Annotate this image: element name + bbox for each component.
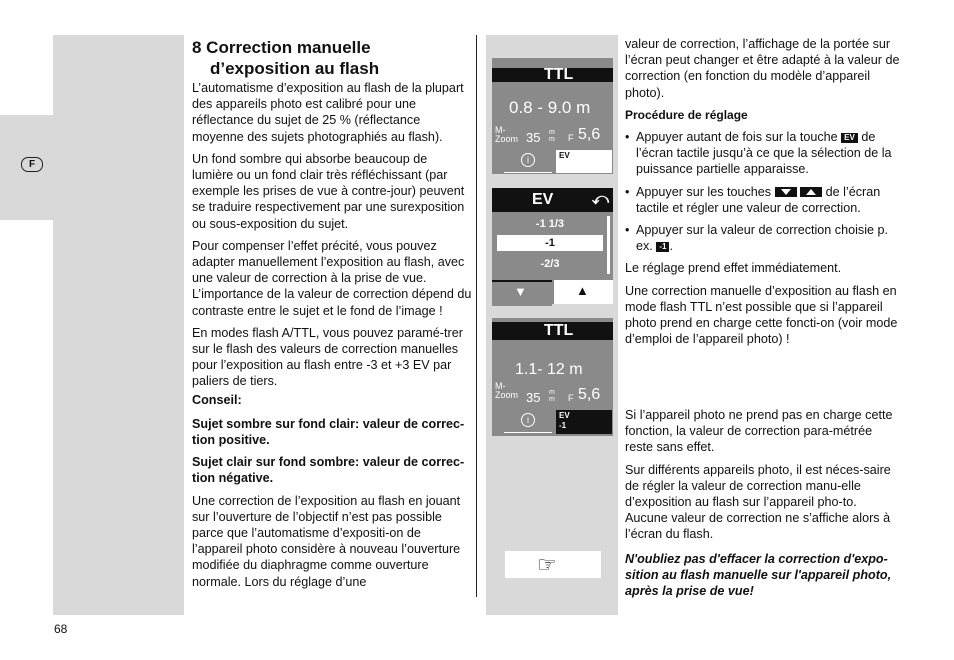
heading-line-1: 8 Correction manuelle	[192, 38, 371, 57]
procedure-step	[625, 222, 900, 254]
flash-screen-ttl-1	[492, 58, 613, 174]
procedure-heading: Procédure de réglage	[625, 107, 748, 122]
paragraph: Si l’appareil photo ne prend pas en charge cette fonction, la valeur de correction para-métrée reste sans effet.	[625, 408, 893, 455]
back-icon[interactable]: ⤺	[591, 191, 609, 208]
page-number: 68	[54, 622, 68, 636]
ev-button-label: EV	[559, 151, 570, 160]
step-text: de l’écran tactile jusqu’à ce que la sélection de la puissance partielle apparaisse.	[636, 130, 892, 177]
paragraph: Sur différents appareils photo, il est néces-saire de régler la valeur de correction manu-elle d’exposition au flash sur l’appareil pho-to. Aucune valeur de correction ne s’affiche alors à l’écran du flash.	[625, 462, 891, 542]
mode-bar	[492, 188, 613, 212]
down-button[interactable]	[492, 280, 552, 306]
language-badge: F	[21, 157, 43, 172]
step-text: de l’écran tactile et régler une valeur de correction.	[636, 184, 881, 215]
flash-screen-ev	[492, 188, 613, 304]
zoom-value: 35	[526, 390, 541, 405]
zoom-label	[495, 126, 518, 144]
left-sidebar	[53, 35, 184, 615]
heading-line-2: d’exposition au flash	[210, 59, 380, 78]
procedure-step	[625, 184, 900, 216]
down-key-icon	[775, 187, 797, 197]
zoom-label-1: M-	[495, 125, 506, 135]
step-text: Appuyer sur la valeur de correction choisie p. ex.	[636, 223, 889, 254]
info-button[interactable]	[504, 412, 552, 433]
value-key-icon: -1	[656, 242, 669, 252]
aperture-value: 5,6	[578, 126, 601, 143]
unit-m2: m	[549, 396, 555, 403]
mode-bar: TTL	[492, 68, 613, 82]
paragraph: L’automatisme d’exposition au flash de la plupart des appareils photo est calibré pour une réflectance du sujet de 25 % (réflectance moyenne des sujets photographiés au flash).	[192, 81, 464, 144]
ev-option[interactable]: -2/3	[540, 258, 560, 270]
ev-button-value: -1	[559, 421, 567, 430]
down-arrow-icon: ▼	[514, 284, 527, 299]
procedure-step	[625, 129, 900, 178]
unit-m1: m	[549, 389, 555, 396]
right-column-top	[625, 36, 900, 353]
procedure-list	[625, 129, 900, 254]
info-icon: i	[521, 413, 535, 427]
up-button[interactable]	[554, 280, 613, 304]
warning-note: N'oubliez pas d'effacer la correction d'expo-sition au flash manuelle sur l'appareil photo, après la prise de vue!	[625, 552, 892, 599]
paragraph: Pour compenser l’effet précité, vous pouvez adapter manuellement l’exposition au flash, avec une valeur de correction à la prise de vue. L’importance de la valeur de correction dépend du contraste entre le sujet et le fond de l’image !	[192, 238, 472, 318]
paragraph: Le réglage prend effet immédiatement.	[625, 261, 842, 276]
aperture-value: 5,6	[578, 386, 601, 403]
zoom-unit	[549, 389, 555, 403]
unit-m1: m	[549, 129, 555, 136]
up-arrow-icon: ▲	[576, 283, 589, 298]
section-heading	[192, 37, 472, 79]
tip-item: Sujet clair sur fond sombre: valeur de correc-tion négative.	[192, 455, 465, 486]
right-column-bottom	[625, 407, 900, 549]
unit-m2: m	[549, 136, 555, 143]
info-button[interactable]	[504, 152, 552, 173]
ev-key-icon: EV	[841, 133, 858, 143]
ev-button-label: EV	[559, 411, 570, 420]
up-key-icon	[800, 187, 822, 197]
f-label: F	[568, 133, 574, 143]
note-hand-box	[505, 551, 601, 578]
paragraph: valeur de correction, l’affichage de la portée sur l’écran peut changer et être adapté à la valeur de correction (en fonction du modèle d’appareil photo).	[625, 37, 900, 100]
zoom-label-2: Zoom	[495, 134, 519, 144]
flash-screen-ttl-2	[492, 318, 613, 436]
step-text: .	[669, 239, 673, 254]
column-divider	[476, 35, 477, 597]
zoom-label-1: M-	[495, 381, 506, 391]
paragraph: Une correction de l’exposition au flash en jouant sur l’ouverture de l’objectif n’est pas possible parce que l’automatisme d’expositi-on de l’appareil photo considère à nouveau l’ouverture modifiée du diaphragme comme ouverture normale. Lors du réglage d’une	[192, 493, 461, 589]
zoom-label-2: Zoom	[495, 390, 519, 400]
paragraph: En modes flash A/TTL, vous pouvez paramé-trer sur le flash des valeurs de correction manuelles pour l’exposition au flash entre -3 et +3 EV par paliers de tiers.	[192, 325, 463, 389]
ev-option-selected[interactable]: -1	[497, 235, 603, 251]
ev-option[interactable]: -1 1/3	[535, 218, 565, 230]
left-column	[192, 80, 472, 596]
zoom-value: 35	[526, 130, 541, 145]
ev-button[interactable]	[556, 410, 612, 434]
step-text: Appuyer sur les touches	[636, 184, 772, 199]
range-readout: 1.1- 12 m	[515, 361, 583, 378]
pointing-hand-icon: ☞	[537, 552, 557, 577]
step-text: Appuyer autant de fois sur la touche	[636, 130, 838, 145]
range-readout: 0.8 - 9.0 m	[509, 98, 591, 117]
info-icon: i	[521, 153, 535, 167]
zoom-label	[495, 382, 518, 400]
mode-bar: TTL	[492, 322, 613, 340]
tip-heading: Conseil:	[192, 392, 242, 407]
ev-button[interactable]	[556, 150, 612, 173]
paragraph: Un fond sombre qui absorbe beaucoup de lumière ou un fond clair très réfléchissant (par exemple les prises de vue à contre-jour) peuvent se traduire respectivement par une surexposition ou sous-exposition du sujet.	[192, 151, 465, 231]
ev-title: EV	[532, 191, 554, 208]
tip-item: Sujet sombre sur fond clair: valeur de correc-tion positive.	[192, 416, 465, 448]
paragraph: Une correction manuelle d’exposition au flash en mode flash TTL n’est possible que si l’appareil photo prend en charge cette foncti-on (voir mode d’emploi de l’appareil photo) !	[625, 283, 898, 347]
zoom-unit	[549, 129, 555, 143]
f-label: F	[568, 393, 574, 403]
scrollbar[interactable]	[607, 216, 610, 274]
